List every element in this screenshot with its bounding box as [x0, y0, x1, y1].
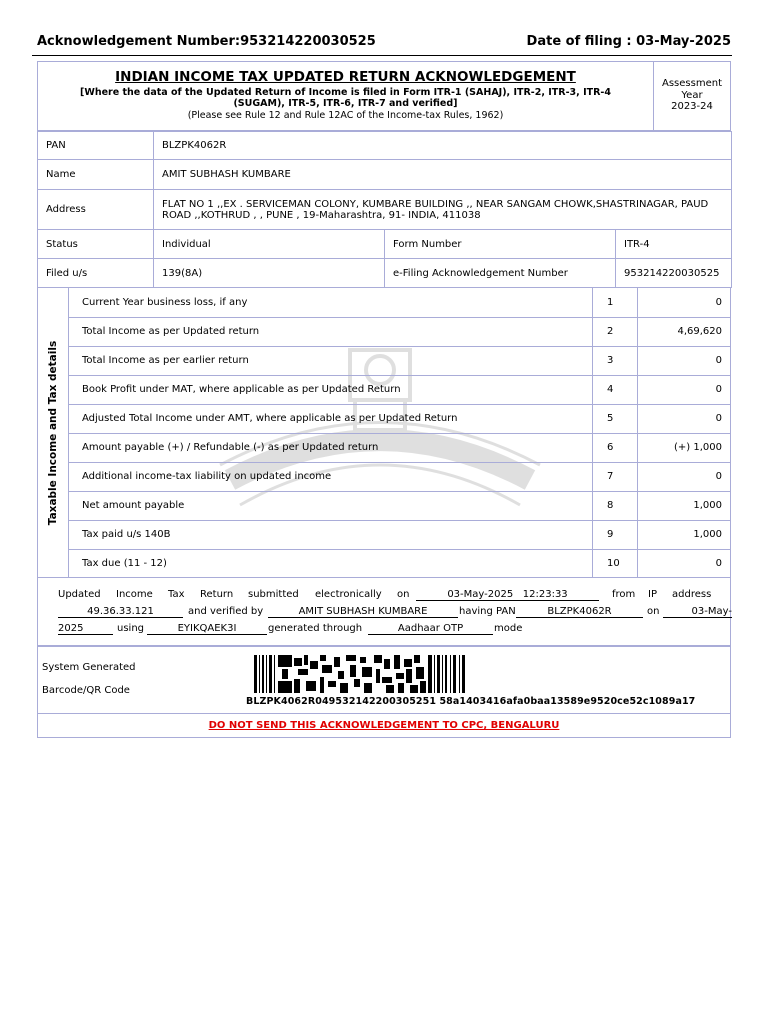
- tax-row-number: 3: [592, 346, 638, 375]
- tax-row-desc: Tax paid u/s 140B: [82, 529, 171, 540]
- pan-value: BLZPK4062R: [154, 132, 732, 160]
- ack-number-value: 953214220030525: [240, 34, 376, 49]
- verifier-pan: BLZPK4062R: [516, 606, 643, 618]
- verify-word: Income: [116, 589, 153, 600]
- date-value: 03-May-2025: [636, 34, 731, 49]
- tax-section-side-label: [38, 288, 69, 577]
- tax-row: [68, 346, 730, 376]
- tax-section-title: Taxable Income and Tax details: [47, 340, 59, 526]
- pan-label: PAN: [38, 132, 154, 160]
- verify-word: Updated: [58, 589, 101, 600]
- form-number-label: Form Number: [385, 230, 616, 259]
- tax-row-amount: 0: [715, 384, 722, 395]
- tax-row-desc: Additional income-tax liability on updated income: [82, 471, 332, 482]
- status-value: Individual: [154, 230, 385, 259]
- tax-row-amount: 0: [715, 558, 722, 569]
- top-header: [37, 32, 731, 52]
- verify-word: on: [647, 606, 660, 617]
- header-divider: [32, 55, 732, 56]
- barcode-label-1: System Generated: [42, 662, 136, 673]
- date-of-filing: [527, 34, 731, 49]
- evc-code: EYIKQAEK3I: [147, 623, 267, 635]
- tax-row: [68, 375, 730, 405]
- name-value: AMIT SUBHASH KUMBARE: [154, 160, 732, 190]
- tax-row-number: 5: [592, 404, 638, 433]
- name-row: [38, 160, 732, 190]
- title-box: [37, 61, 731, 131]
- barcode-section: [37, 646, 731, 714]
- tax-row: [68, 317, 730, 347]
- verification-date-part2: 2025: [58, 623, 113, 635]
- ay-label-1: Assessment: [662, 78, 722, 89]
- address-value: FLAT NO 1 ,,EX . SERVICEMAN COLONY, KUMBARE BUILDING ,, NEAR SANGAM CHOWK,SHASTRINAGAR, PAUD ROAD ,,KOTHRUD , , PUNE , 19-Maharashtra, 91- INDIA, 411038: [154, 190, 732, 230]
- efiling-label: e-Filing Acknowledgement Number: [385, 259, 616, 288]
- verify-word: address: [672, 589, 712, 600]
- address-row: [38, 190, 732, 230]
- verify-word: mode: [494, 623, 523, 634]
- verify-word: having PAN: [459, 606, 516, 617]
- ack-label: Acknowledgement Number:: [37, 34, 241, 49]
- address-label: Address: [38, 190, 154, 230]
- ip-address: 49.36.33.121: [58, 606, 183, 618]
- tax-row-desc: Current Year business loss, if any: [82, 297, 248, 308]
- tax-row-number: 6: [592, 433, 638, 462]
- tax-row-amount: 4,69,620: [677, 326, 722, 337]
- tax-row-number: 1: [592, 288, 638, 317]
- tax-row-desc: Adjusted Total Income under AMT, where applicable as per Updated Return: [82, 413, 458, 424]
- tax-row-desc: Tax due (11 - 12): [82, 558, 167, 569]
- verify-word: generated through: [268, 623, 363, 634]
- verify-word: Return: [200, 589, 234, 600]
- taxpayer-details-table: [37, 131, 732, 288]
- tax-row-number: 9: [592, 520, 638, 549]
- tax-row-desc: Net amount payable: [82, 500, 185, 511]
- tax-row: [68, 549, 730, 577]
- name-label: Name: [38, 160, 154, 190]
- pan-row: [38, 132, 732, 160]
- tax-row-number: 2: [592, 317, 638, 346]
- rule-note: (Please see Rule 12 and Rule 12AC of the Income-tax Rules, 1962): [187, 110, 504, 121]
- tax-row: [68, 462, 730, 492]
- submission-datetime: [416, 589, 599, 601]
- status-row: [38, 230, 732, 259]
- acknowledgement-number: [37, 34, 376, 49]
- tax-row-amount: 0: [715, 355, 722, 366]
- tax-row-amount: 1,000: [693, 529, 722, 540]
- tax-row-amount: 0: [715, 297, 722, 308]
- tax-row-number: 10: [592, 549, 638, 577]
- tax-row-amount: 0: [715, 471, 722, 482]
- verify-word: Tax: [168, 589, 185, 600]
- verify-word: from: [612, 589, 636, 600]
- verifier-name: AMIT SUBHASH KUMBARE: [268, 606, 458, 618]
- tax-row: [68, 404, 730, 434]
- ay-value: 2023-24: [671, 101, 713, 112]
- verification-date-part1: 03-May-: [663, 606, 732, 618]
- tax-row-desc: Amount payable (+) / Refundable (-) as per Updated return: [82, 442, 379, 453]
- efiling-value: 953214220030525: [616, 259, 732, 288]
- tax-row-amount: 0: [715, 413, 722, 424]
- ay-label-2: Year: [681, 89, 703, 101]
- verify-word: submitted: [248, 589, 299, 600]
- submission-time: 12:23:33: [522, 589, 568, 600]
- filed-value: 139(8A): [154, 259, 385, 288]
- tax-row-amount: 1,000: [693, 500, 722, 511]
- tax-row-number: 4: [592, 375, 638, 404]
- tax-row-desc: Book Profit under MAT, where applicable as per Updated Return: [82, 384, 401, 395]
- verify-word: on: [397, 589, 410, 600]
- document-title: INDIAN INCOME TAX UPDATED RETURN ACKNOWLEDGEMENT: [115, 69, 576, 85]
- verification-method: Aadhaar OTP: [368, 623, 493, 635]
- tax-row-number: 8: [592, 491, 638, 520]
- document-subtitle: [Where the data of the Updated Return of Income is filed in Form ITR-1 (SAHAJ), ITR-2, ITR-3, ITR-4 (SUGAM), ITR-5, ITR-6, ITR-7 and verified]: [80, 87, 611, 109]
- verify-word: electronically: [315, 589, 382, 600]
- verify-word: using: [117, 623, 145, 634]
- cpc-warning: DO NOT SEND THIS ACKNOWLEDGEMENT TO CPC, BENGALURU: [208, 720, 560, 731]
- submission-date: 03-May-2025: [447, 589, 514, 600]
- filed-label: Filed u/s: [38, 259, 154, 288]
- date-label: Date of filing :: [526, 34, 637, 49]
- footer-warning-box: [37, 714, 731, 738]
- tax-row-desc: Total Income as per Updated return: [82, 326, 260, 337]
- form-number-value: ITR-4: [616, 230, 732, 259]
- barcode-image: [254, 655, 469, 693]
- tax-row-amount: (+) 1,000: [674, 442, 722, 453]
- verify-word: IP: [648, 589, 657, 600]
- tax-row: [68, 288, 730, 318]
- barcode-text: BLZPK4062R049532142200305251 58a1403416afa0baa13589e9520ce52c1089a17: [246, 696, 696, 707]
- tax-row-desc: Total Income as per earlier return: [82, 355, 249, 366]
- verification-statement: [37, 578, 731, 646]
- filed-row: [38, 259, 732, 288]
- verify-word: and verified by: [188, 606, 264, 617]
- barcode-label-2: Barcode/QR Code: [42, 685, 130, 696]
- tax-row: [68, 491, 730, 521]
- tax-row-number: 7: [592, 462, 638, 491]
- status-label: Status: [38, 230, 154, 259]
- tax-row: [68, 520, 730, 550]
- tax-details-section: [37, 287, 731, 578]
- tax-row: [68, 433, 730, 463]
- assessment-year: [653, 62, 730, 130]
